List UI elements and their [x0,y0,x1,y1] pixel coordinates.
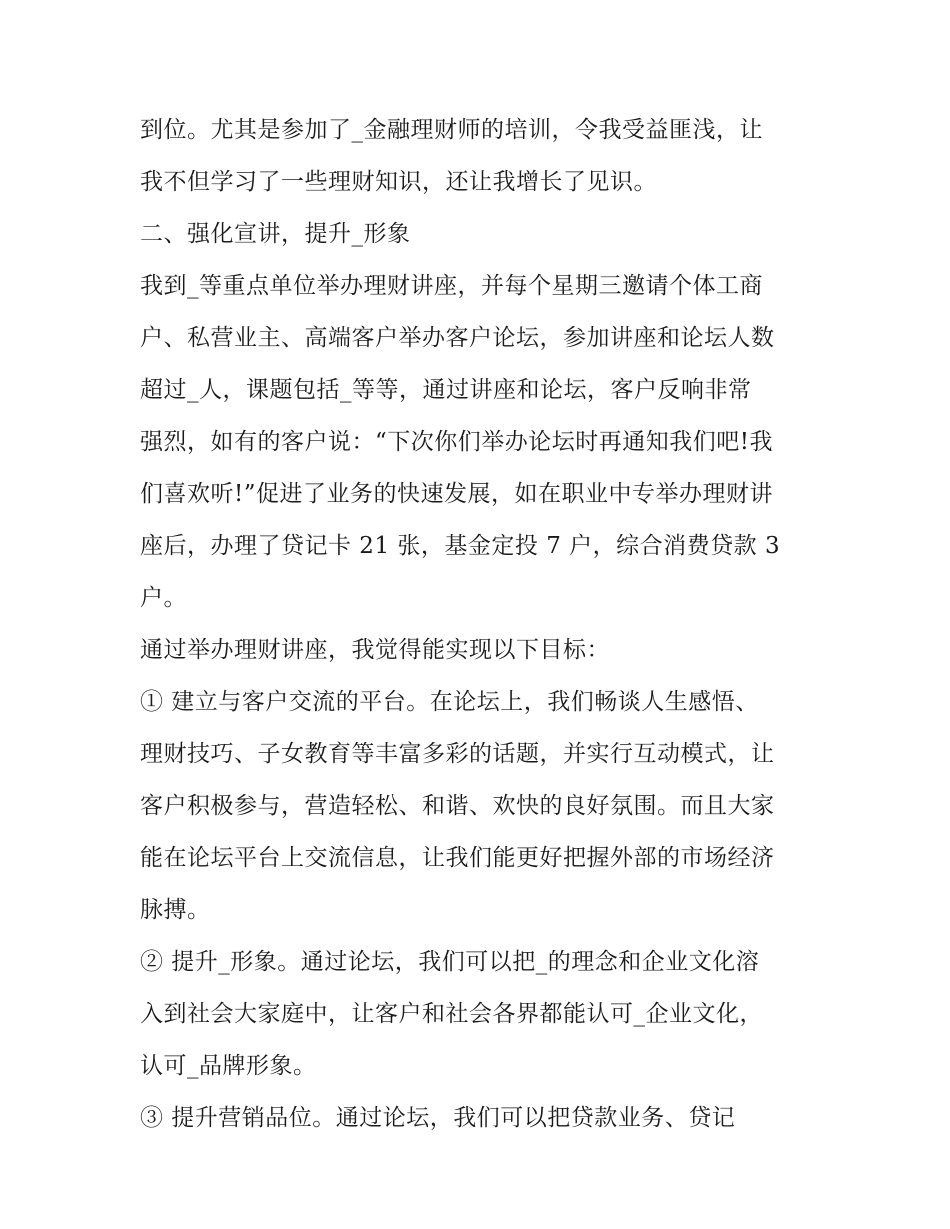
text-line: 座后，办理了贷记卡 21 张，基金定投 7 户，综合消费贷款 3 [140,533,781,559]
text-line: 认可_品牌形象。 [140,1053,317,1079]
text-line: ③ 提升营销品位。通过论坛，我们可以把贷款业务、贷记 [140,1105,736,1131]
text-line: 脉搏。 [140,897,211,923]
text-line: 户。 [140,585,187,611]
text-line: 入到社会大家庭中，让客户和社会各界都能认可_企业文化， [140,1001,763,1027]
text-line: 们喜欢听!”促进了业务的快速发展，如在职业中专举办理财讲 [140,481,774,507]
heading-text: 二、强化宣讲，提升_形象 [140,221,411,247]
text-line: 强烈，如有的客户说：“下次你们举办论坛时再通知我们吧!我 [140,429,774,455]
text-line: 能在论坛平台上交流信息，让我们能更好把握外部的市场经济 [140,845,775,871]
paragraph-goals-intro [140,624,820,676]
paragraph-training [140,104,820,208]
text-line: ① 建立与客户交流的平台。在论坛上，我们畅谈人生感悟、 [140,689,759,715]
text-line: 超过_人，课题包括_等等，通过讲座和论坛，客户反响非常 [140,377,752,403]
text-line: 理财技巧、子女教育等丰富多彩的话题，并实行互动模式，让 [140,741,775,767]
text-line: 户、私营业主、高端客户举办客户论坛，参加讲座和论坛人数 [140,325,775,351]
text-line: 客户积极参与，营造轻松、和谐、欢快的良好氛围。而且大家 [140,793,775,819]
text-line: ② 提升_形象。通过论坛，我们可以把_的理念和企业文化溶 [140,949,760,975]
list-item-3 [140,1092,820,1144]
text-line: 我到_等重点单位举办理财讲座，并每个星期三邀请个体工商 [140,273,763,299]
document-body [140,104,820,1144]
list-item-1 [140,676,820,936]
paragraph-lectures [140,260,820,624]
list-item-2 [140,936,820,1092]
text-line: 我不但学习了一些理财知识，还让我增长了见识。 [140,169,657,195]
text-line: 通过举办理财讲座，我觉得能实现以下目标： [140,637,610,663]
text-line: 到位。尤其是参加了_金融理财师的培训，令我受益匪浅，让 [140,117,763,143]
section-heading [140,208,820,260]
